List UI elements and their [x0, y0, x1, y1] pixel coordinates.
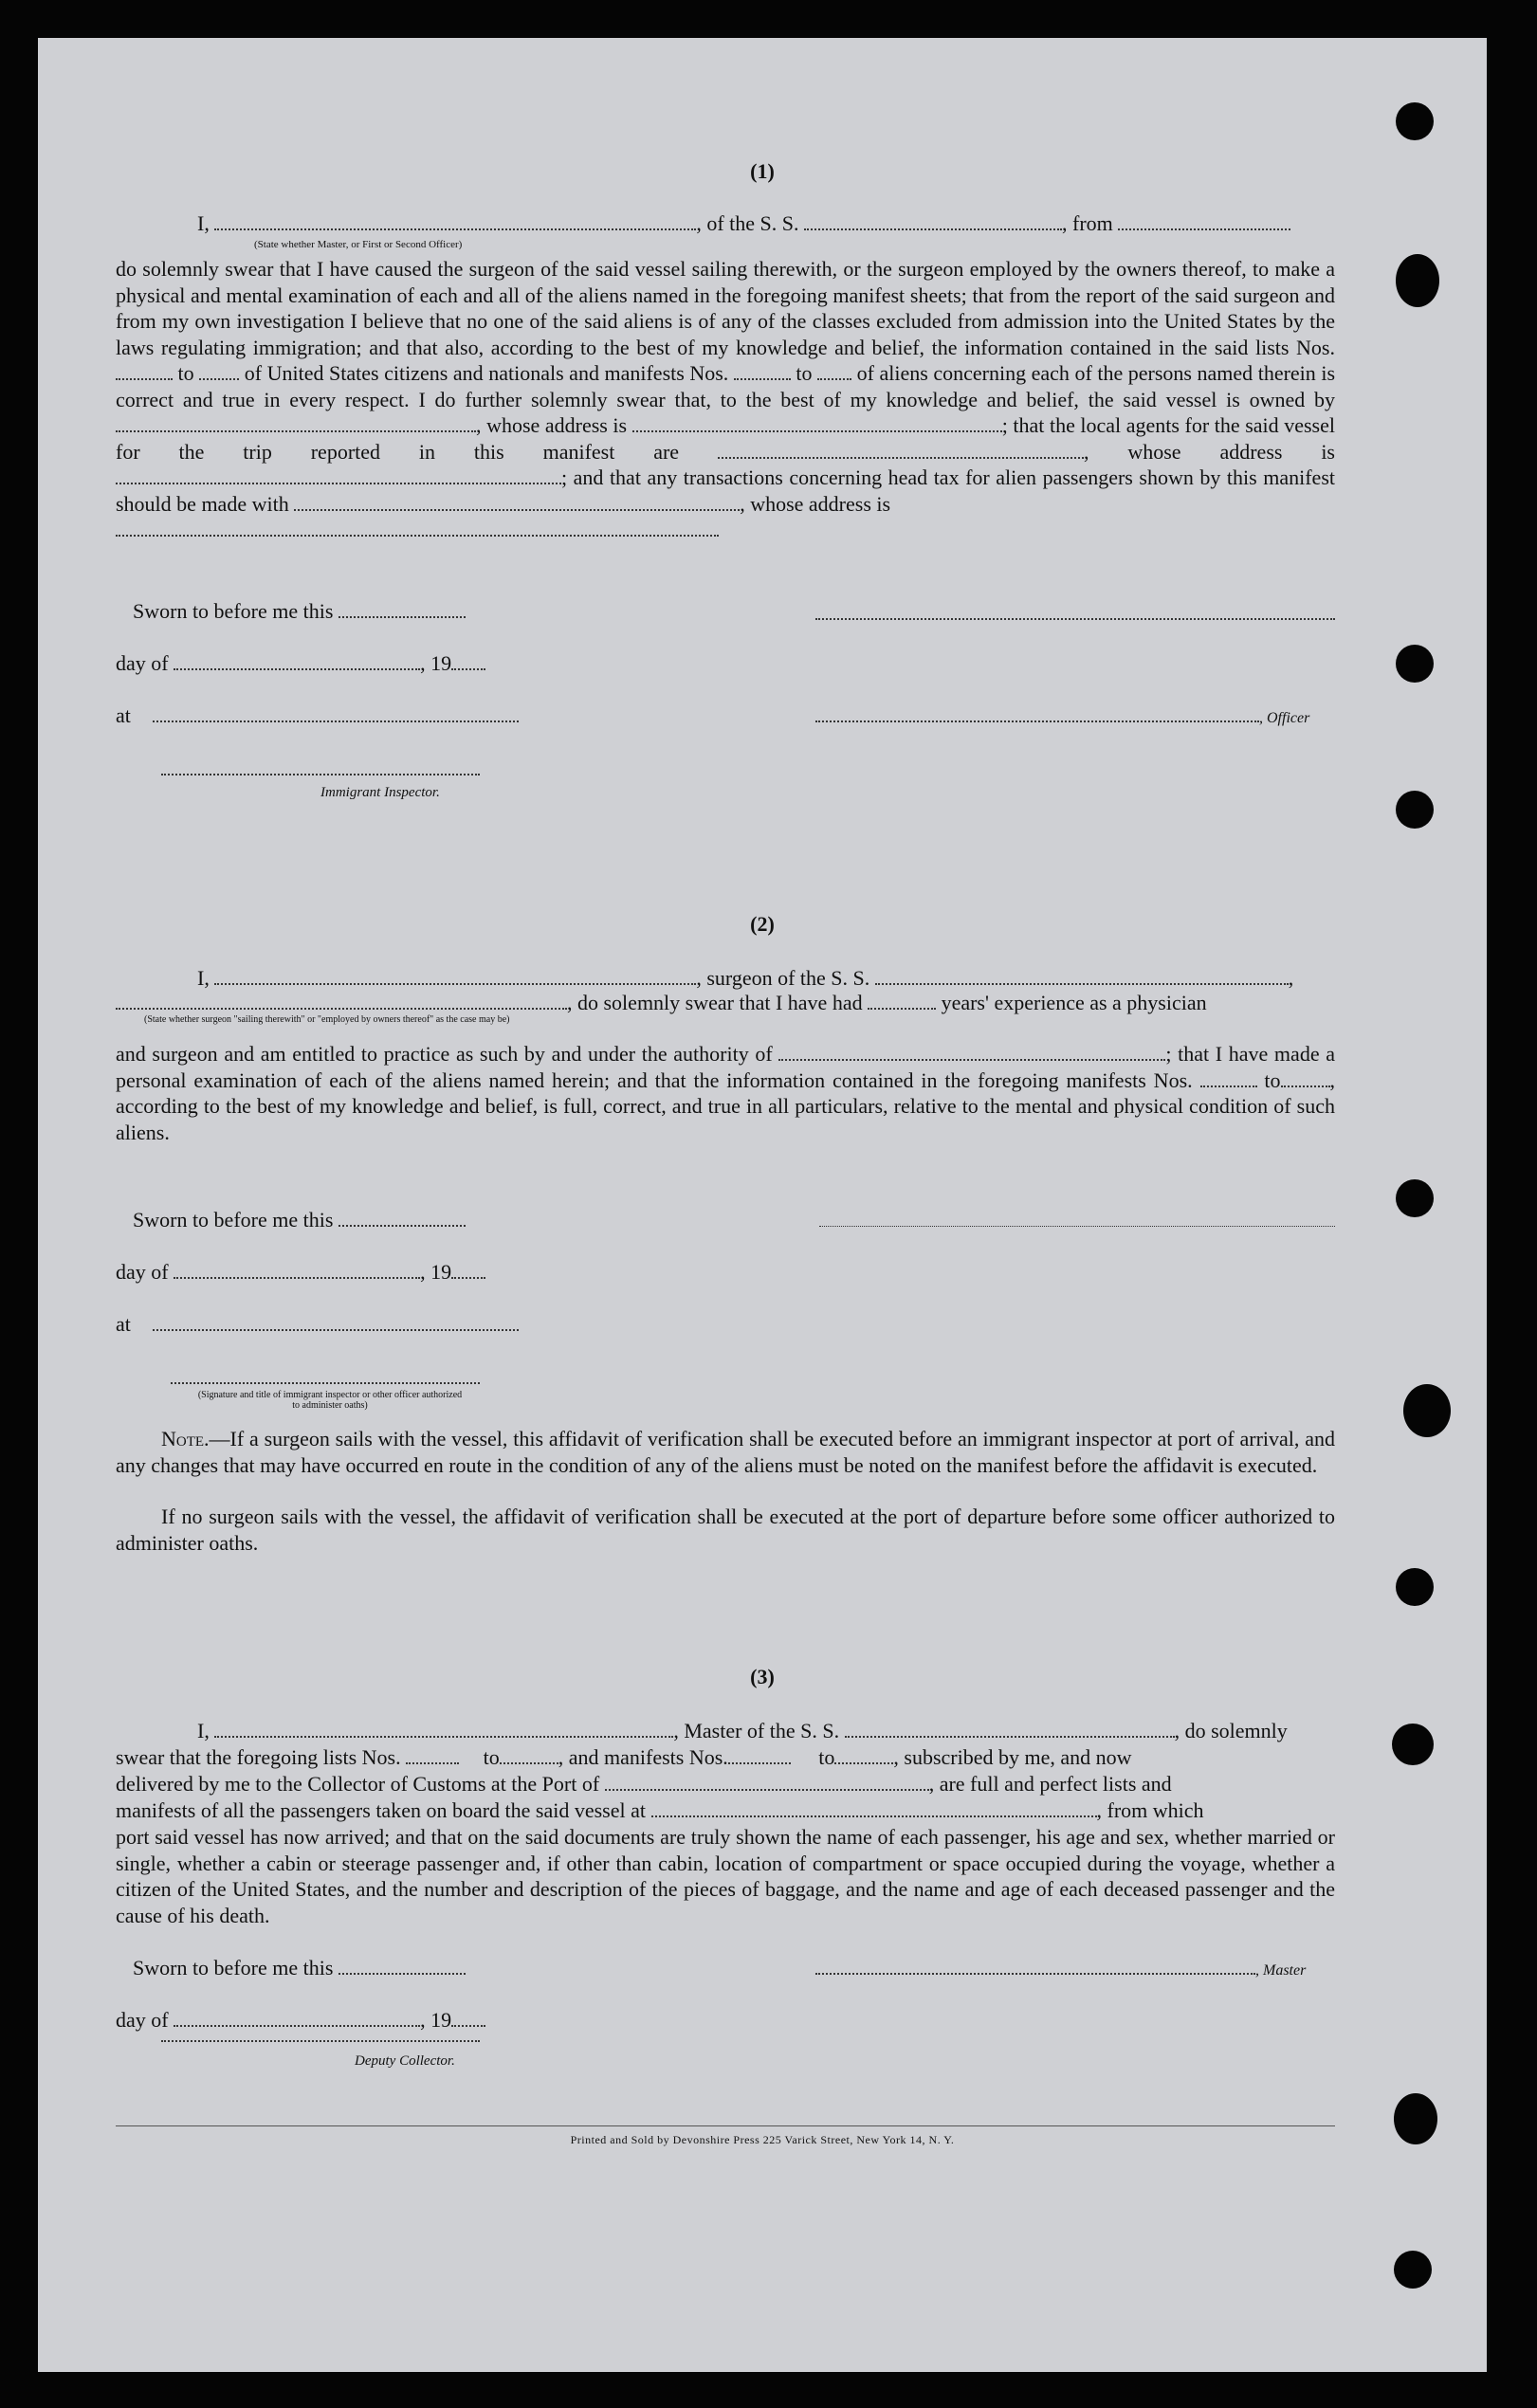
punch-hole	[1396, 102, 1434, 140]
agents-address-field[interactable]	[116, 469, 561, 484]
from-port-field[interactable]	[1118, 215, 1290, 230]
manifest-affidavit-page	[38, 38, 1487, 2372]
inspector-signature-line[interactable]	[161, 774, 480, 775]
vessel-name-field[interactable]	[804, 215, 1062, 230]
day-month-field-3[interactable]	[174, 2012, 420, 2027]
punch-hole	[1392, 1724, 1434, 1765]
lists-from-field[interactable]	[116, 365, 173, 380]
head-tax-address-field[interactable]	[116, 521, 719, 537]
head-tax-party-field[interactable]	[294, 496, 740, 511]
place-field-2[interactable]	[153, 1316, 519, 1331]
section-2-number: (2)	[750, 912, 775, 936]
surgeon-status-field[interactable]	[116, 994, 567, 1010]
note-paragraph-2: If no surgeon sails with the vessel, the affidavit of verification shall be executed at the port of departure before some officer authorized to administer oaths.	[116, 1505, 1335, 1555]
customs-port-field[interactable]	[605, 1776, 929, 1791]
master-signature-field[interactable]	[815, 1960, 1255, 1975]
officer-rank-caption: (State whether Master, or First or Second Officer)	[254, 239, 463, 250]
deputy-collector-caption: Deputy Collector.	[355, 2053, 455, 2069]
punch-hole	[1396, 645, 1434, 683]
section-3-line-3: delivered by me to the Collector of Customs at the Port of , are full and perfect lists and	[116, 1772, 1172, 1796]
year-field-2[interactable]	[451, 1264, 485, 1279]
manifests-to-field[interactable]	[817, 365, 851, 380]
section-2-line-2: , do solemnly swear that I have had years' experience as a physician	[116, 990, 1335, 1016]
surgeon-manifests-from-field[interactable]	[1200, 1072, 1257, 1087]
section-3-line-4: manifests of all the passengers taken on board the said vessel at , from which	[116, 1798, 1204, 1822]
section-2-oath-text: and surgeon and am entitled to practice as such by and under the authority of ; that I have made a personal examination of each of the aliens named herein; and that the information contained in the foregoing manifests Nos. to , according to the best of my knowledge and belief, is full, correct, and true in all particulars, relative to the mental and physical condition of such aliens.	[116, 1042, 1336, 1144]
authority-field[interactable]	[778, 1046, 1165, 1061]
surgeon-vessel-field[interactable]	[875, 970, 1289, 985]
master-lists-to-field[interactable]	[500, 1749, 558, 1764]
master-vessel-field[interactable]	[845, 1723, 1175, 1738]
punch-hole	[1396, 254, 1439, 307]
signature-caption: (Signature and title of immigrant inspector or other officer authorized to administer oaths)	[197, 1390, 463, 1411]
master-lists-from-field[interactable]	[406, 1749, 459, 1764]
manifests-from-field[interactable]	[734, 365, 791, 380]
footer-rule	[116, 2125, 1335, 2126]
day-of-label: day of , 19	[116, 651, 485, 676]
section-3-oath-text: port said vessel has now arrived; and that on the said documents are truly shown the name of each passenger, his age and sex, whether married or single, whether a cabin or steerage passenger and, if other than cabin, location of compartment or space occupied during the voyage, whether a citizen of the United States, and the number and description of the pieces of baggage, and the name and age of each deceased passenger and the cause of his death.	[116, 1825, 1335, 1927]
inspector-signature-line-2[interactable]	[171, 1382, 480, 1384]
punch-hole	[1394, 2093, 1437, 2144]
section-1-line-1: I, , of the S. S. , from	[116, 210, 1335, 237]
sworn-before-label: Sworn to before me this	[133, 599, 466, 624]
sworn-date-field-3[interactable]	[339, 1960, 466, 1975]
at-label: at	[116, 703, 519, 728]
officer-signature-line[interactable]	[815, 618, 1335, 620]
day-month-field[interactable]	[174, 655, 420, 670]
master-name-field[interactable]	[214, 1723, 673, 1738]
year-field[interactable]	[451, 655, 485, 670]
at-label-2: at	[116, 1312, 519, 1337]
place-field[interactable]	[153, 707, 519, 722]
section-3-number: (3)	[750, 1665, 775, 1688]
lists-to-field[interactable]	[199, 365, 239, 380]
years-experience-field[interactable]	[868, 994, 936, 1010]
punch-hole	[1396, 791, 1434, 829]
surgeon-name-field[interactable]	[214, 970, 696, 985]
sworn-date-field[interactable]	[339, 603, 466, 618]
day-month-field-2[interactable]	[174, 1264, 420, 1279]
surgeon-signature-line[interactable]	[819, 1226, 1335, 1227]
sworn-before-label-3: Sworn to before me this	[133, 1956, 466, 1980]
year-field-3[interactable]	[451, 2012, 485, 2027]
note-paragraph: Note.—If a surgeon sails with the vessel, this affidavit of verification shall be executed before an immigrant inspector at port of arrival, and any changes that may have occurred en route in the condition of any of the aliens must be noted on the manifest before the affidavit is executed.	[116, 1427, 1335, 1477]
inspector-caption: Immigrant Inspector.	[320, 785, 440, 800]
punch-hole	[1396, 1568, 1434, 1606]
day-of-label-2: day of , 19	[116, 1260, 485, 1285]
section-2-line-1: I, , surgeon of the S. S. ,	[197, 966, 1294, 990]
officer-rank-field[interactable]	[214, 215, 696, 230]
embarkation-port-field[interactable]	[651, 1802, 1097, 1817]
owner-field[interactable]	[116, 417, 476, 432]
officer-signature: , Officer	[815, 703, 1309, 728]
punch-hole	[1394, 2251, 1432, 2289]
section-1-oath-text: do solemnly swear that I have caused the surgeon of the said vessel sailing therewith, or the surgeon employed by the owners thereof, to make a physical and mental examination of each and all of the aliens named in the foregoing manifest sheets; that from the report of the said surgeon and from my own investigation I believe that no one of the said aliens is of any of the classes excluded from admission into the United States by the laws regulating immigration; and that also, according to the best of my knowledge and belief, the information contained in the said lists Nos. to of United States citizens and nationals and manifests Nos. to of aliens concerning each of the persons named therein is correct and true in every respect. I do further solemnly swear that, to the best of my knowledge and belief, the said vessel is owned by , whose address is ; that the local agents for the said vessel for the trip reported in this manifest are , whose address is ; and that any transactions concerning head tax for alien passengers shown by this manifest should be made with , whose address is	[116, 256, 1335, 543]
section-3-line-1: I, , Master of the S. S. , do solemnly	[197, 1719, 1288, 1742]
sworn-date-field-2[interactable]	[339, 1212, 466, 1227]
owner-address-field[interactable]	[632, 417, 1002, 432]
master-manifests-from-field[interactable]	[728, 1749, 791, 1764]
section-1-number: (1)	[750, 159, 775, 183]
punch-hole	[1396, 1179, 1434, 1217]
day-of-label-3: day of , 19	[116, 2008, 485, 2033]
deputy-collector-line[interactable]	[161, 2040, 480, 2042]
master-signature: , Master	[815, 1956, 1306, 1980]
printer-imprint: Printed and Sold by Devonshire Press 225 Varick Street, New York 14, N. Y.	[570, 2133, 955, 2146]
surgeon-status-caption: (State whether surgeon "sailing therewith" or "employed by owners thereof" as the case may be)	[144, 1014, 510, 1025]
punch-hole	[1403, 1384, 1451, 1437]
local-agents-field[interactable]	[718, 444, 1084, 459]
officer-name-field[interactable]	[815, 707, 1259, 722]
surgeon-manifests-to-field[interactable]	[1281, 1072, 1330, 1087]
section-3-line-2: swear that the foregoing lists Nos. to , and manifests Nos. to , subscribed by me, and now	[116, 1745, 1132, 1769]
master-manifests-to-field[interactable]	[834, 1749, 893, 1764]
sworn-before-label-2: Sworn to before me this	[133, 1208, 466, 1232]
